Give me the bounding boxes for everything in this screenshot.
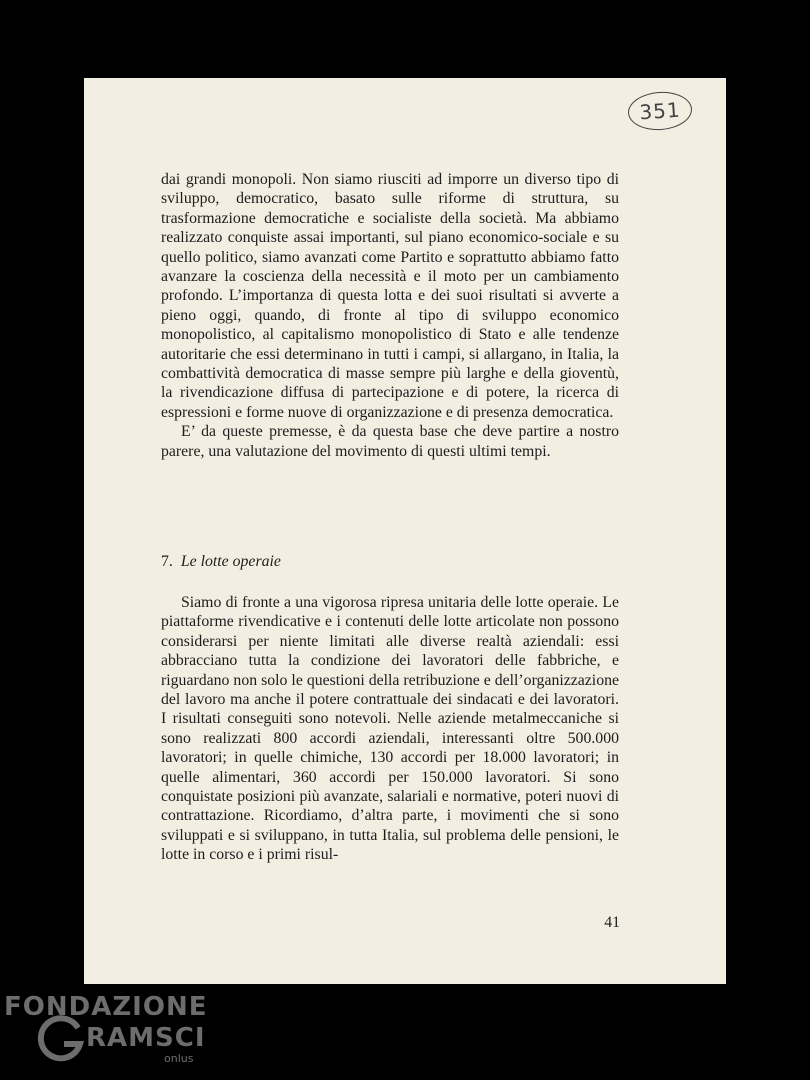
section-heading	[161, 553, 281, 571]
logo-text-line1: FONDAZIONE	[4, 992, 208, 1022]
logo-text-line2: RAMSCI	[86, 1023, 206, 1053]
paragraph: Siamo di fronte a una vigorosa ripresa unitaria delle lotte operaie. Le piattaforme rivendicative e i contenuti delle lotte articolate non possono considerarsi per niente limitati alle diverse realtà aziendali: essi abbracciano tutta la condizione dei lavoratori delle fabbriche, e riguardano non solo le questioni della retribuzione e dell’organizzazione del lavoro ma anche il potere contrattuale dei sindacati e dei lavoratori. I risultati conseguiti sono notevoli. Nelle aziende metalmeccaniche si sono realizzati 800 accordi aziendali, interessanti oltre 500.000 lavoratori; in quelle chimiche, 130 accordi per 18.000 lavoratori; in quelle alimentari, 360 accordi per 150.000 lavoratori. Si sono conquistate posizioni più avanzate, salariali e normative, poteri nuovi di contrattazione. Ricordiamo, d’altra parte, i movimenti che si sono sviluppati e si sviluppano, in tutta Italia, sul problema delle pensioni, le lotte in corso e i primi risul-	[161, 594, 619, 864]
handwritten-page-annotation: 351	[627, 90, 693, 132]
section-title: Le lotte operaie	[180, 553, 281, 570]
text-block-bottom	[161, 593, 619, 865]
fondazione-gramsci-logo	[4, 992, 208, 1072]
page-number: 41	[604, 914, 620, 931]
document-page	[84, 78, 726, 984]
text-block-top	[161, 170, 619, 461]
paragraph: dai grandi monopoli. Non siamo riusciti ad imporre un diverso tipo di sviluppo, democratico, basato sulle riforme di struttura, su trasformazione democratiche e socialiste della società. Ma abbiamo realizzato conquiste assai importanti, sul piano economico-sociale e su quello politico, siamo avanzati come Partito e soprattutto abbiamo fatto avanzare la coscienza della necessità e il moto per un cambiamento profondo. L’importanza di questa lotta e dei suoi risultati si avverte a pieno oggi, quando, di fronte al tipo di sviluppo economico monopolistico, al capitalismo monopolistico di Stato e alle tendenze autoritarie che essi determinano in tutti i campi, si allargano, in Italia, la combattività democratica di masse sempre più larghe e della gioventù, la rivendicazione diffusa di partecipazione e di potere, la ricerca di espressioni e forme nuove di organizzazione e di presenza democratica.	[161, 171, 619, 421]
section-number: 7.	[161, 553, 173, 570]
paragraph: E’ da queste premesse, è da questa base che deve partire a nostro parere, una valutazione del movimento di questi ultimi tempi.	[161, 423, 619, 460]
logo-subtitle: onlus	[164, 1052, 194, 1065]
logo-g-icon	[34, 1014, 86, 1066]
